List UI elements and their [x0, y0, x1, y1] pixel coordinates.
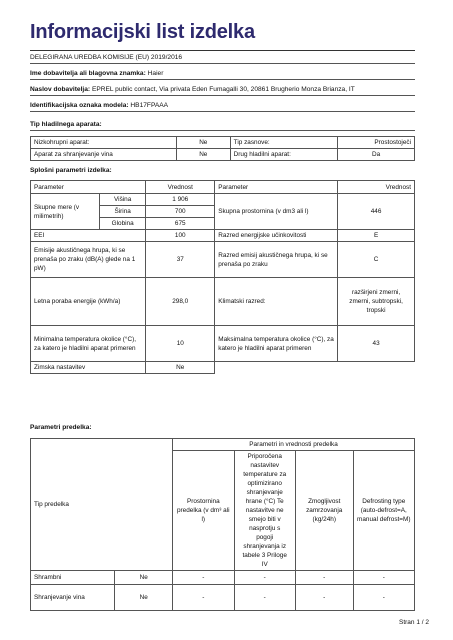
appliance-type-table [30, 136, 415, 161]
table-row [31, 137, 415, 149]
noise-class-value: C [338, 242, 415, 278]
table-row [31, 362, 415, 374]
address-value: EPREL public contact, Via privata Eden Fumagalli 30, 20861 Brugherio Monza Brianza, IT [91, 86, 355, 93]
col-recommended-temp: Priporočena nastavitev temperature za optimizirano shranjevanje hrane (°C) Te nastavitve ne smejo biti v nasprotju s pogoji shranjevanja iz tabele 3 Priloge IV [234, 451, 295, 571]
wine-storage-label: Aparat za shranjevanje vina [31, 149, 177, 161]
compartment-defrost: - [353, 585, 414, 611]
compartment-present: Ne [115, 585, 173, 611]
design-type-label: Tip zasnove: [230, 137, 338, 149]
other-appliance-label: Drug hladilni aparat: [230, 149, 338, 161]
col-freezing-capacity: Zmogljivost zamrzovanja (kg/24h) [295, 451, 353, 571]
regulation-line: DELEGIRANA UREDBA KOMISIJE (EU) 2019/2016 [30, 53, 415, 64]
compartment-temp: - [234, 571, 295, 585]
low-noise-value: Ne [176, 137, 230, 149]
general-params-table [30, 180, 415, 374]
eei-value: 100 [146, 230, 215, 242]
volume-label: Skupna prostornina (v dm3 ali l) [215, 194, 338, 230]
supplier-label: Ime dobavitelja ali blagovna znamka: [30, 70, 146, 77]
compartment-volume: - [173, 571, 234, 585]
compartment-params-table [30, 438, 415, 611]
table-row [31, 181, 415, 194]
table-row [31, 149, 415, 161]
noise-value: 37 [146, 242, 215, 278]
product-information-sheet [30, 20, 415, 601]
eei-label: EEI [31, 230, 146, 242]
compartment-present: Ne [115, 571, 173, 585]
design-type-value: Prostostoječi [338, 137, 415, 149]
table-row [31, 439, 415, 451]
col-defrosting-type: Defrosting type (auto-defrost=A, manual defrost=M) [353, 451, 414, 571]
noise-label: Emisije akustičnega hrupa, ki se prenaša po zraku (dB(A) glede na 1 pW) [31, 242, 146, 278]
winter-setting-value: Ne [146, 362, 215, 374]
empty-cell [215, 362, 415, 374]
noise-class-label: Razred emisij akustičnega hrupa, ki se prenaša po zraku [215, 242, 338, 278]
volume-value: 446 [338, 194, 415, 230]
table-row [31, 326, 415, 362]
low-noise-label: Nizkohrupni aparat: [31, 137, 177, 149]
title-divider [30, 50, 415, 51]
page-number: Stran 1 / 2 [399, 619, 429, 626]
col-value: Vrednost [146, 181, 215, 194]
height-value: 1 906 [146, 194, 215, 206]
compartment-type-label: Tip predelka [31, 439, 173, 571]
table-row [31, 194, 415, 206]
address-line [30, 85, 415, 96]
energy-consumption-value: 298,0 [146, 278, 215, 326]
compartment-freeze: - [295, 585, 353, 611]
width-label: Širina [100, 206, 146, 218]
other-appliance-value: Da [338, 149, 415, 161]
col-parameter-2: Parameter [215, 181, 338, 194]
energy-class-value: E [338, 230, 415, 242]
compartment-defrost: - [353, 571, 414, 585]
compartment-name: Shranjevanje vina [31, 585, 115, 611]
compartment-group-header: Parametri in vrednosti predelka [173, 439, 415, 451]
wine-storage-value: Ne [176, 149, 230, 161]
col-value-2: Vrednost [338, 181, 415, 194]
model-value: HB17FPAAA [130, 102, 169, 109]
max-temp-label: Maksimalna temperatura okolice (°C), za katero je hladilni aparat primeren [215, 326, 338, 362]
width-value: 700 [146, 206, 215, 218]
depth-value: 675 [146, 218, 215, 230]
climate-class-label: Klimatski razred: [215, 278, 338, 326]
dims-label: Skupne mere (v milimetrih) [31, 194, 100, 230]
page-title: Informacijski list izdelka [30, 21, 255, 43]
general-params-heading: Splošni parametri izdelka: [30, 167, 112, 174]
supplier-line [30, 69, 415, 80]
compartment-params-heading: Parametri predelka: [30, 424, 92, 431]
model-label: Identifikacijska oznaka modela: [30, 102, 129, 109]
col-compartment-volume: Prostornina predelka (v dm³ ali l) [173, 451, 234, 571]
table-row [31, 585, 415, 611]
model-line [30, 101, 415, 112]
compartment-freeze: - [295, 571, 353, 585]
climate-class-value: razširjeni zmerni, zmerni, subtropski, tropski [338, 278, 415, 326]
energy-consumption-label: Letna poraba energije (kWh/a) [31, 278, 146, 326]
supplier-value: Haier [147, 70, 164, 77]
compartment-temp: - [234, 585, 295, 611]
energy-class-label: Razred energijske učinkovitosti [215, 230, 338, 242]
min-temp-value: 10 [146, 326, 215, 362]
table-row [31, 242, 415, 278]
address-label: Naslov dobavitelja: [30, 86, 91, 93]
compartment-name: Shrambni [31, 571, 115, 585]
table-row [31, 571, 415, 585]
table-row [31, 230, 415, 242]
min-temp-label: Minimalna temperatura okolice (°C), za katero je hladilni aparat primeren [31, 326, 146, 362]
compartment-volume: - [173, 585, 234, 611]
depth-label: Globina [100, 218, 146, 230]
appliance-type-heading: Tip hladilnega aparata: [30, 120, 415, 131]
height-label: Višina [100, 194, 146, 206]
table-row [31, 278, 415, 326]
winter-setting-label: Zimska nastavitev [31, 362, 146, 374]
max-temp-value: 43 [338, 326, 415, 362]
col-parameter: Parameter [31, 181, 146, 194]
